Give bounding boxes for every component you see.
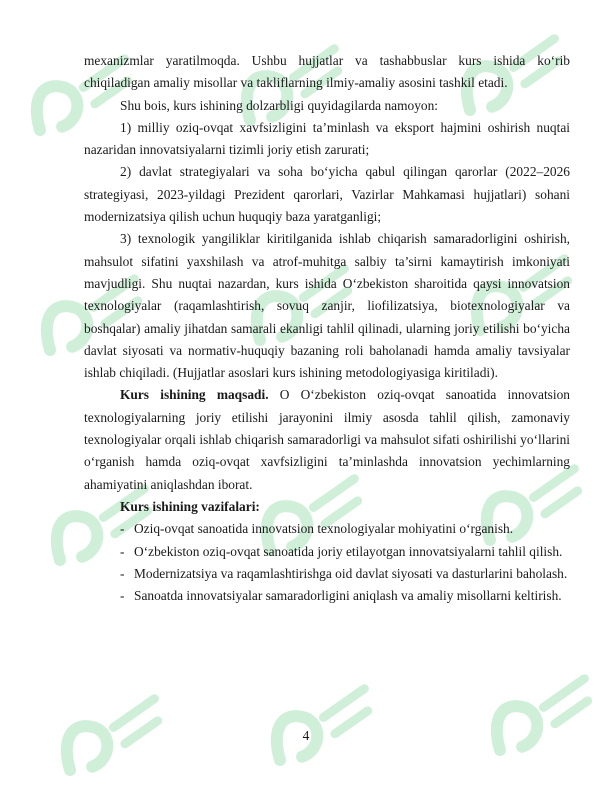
task-text: O‘zbekiston oziq-ovqat sanoatida joriy etilayotgan innovatsiyalarni tahlil qilish. [134,543,563,559]
paragraph-relevance-intro: Shu bois, kurs ishining dolzarbligi quyidagilarda namoyon: [120,97,438,113]
document-body [84,50,570,607]
paragraph-course-goal [84,384,570,495]
task-item-4 [84,585,570,607]
dash-marker: - [120,565,125,581]
paragraph-relevance-point-3: 3) texnologik yangiliklar kiritilganida ishlab chiqarish samaradorligini oshirish, mahsulot sifatini yaxshilash va atrof-muhitga salbiy ta’sirni kamaytirish imkoniyati mavjudligi. Shu nuqtai nazardan, kurs ishida O‘zbekiston sharoitida qaysi innovatsion texnologiyalar (raqamlashtirish, sovuq zanjir, liofilizatsiya, biotexnologiyalar va boshqalar) amaliy jihatdan samarali ekanligi tahlil qilinadi, ularning joriy etilishi bo‘yicha davlat siyosati va normativ-huquqiy bazaning roli baholanadi hamda amaliy tavsiyalar ishlab chiqiladi. (Hujjatlar asoslari kurs ishining metodologiyasiga kiritiladi). [84,231,570,381]
task-text: Sanoatda innovatsiyalar samaradorligini aniqlash va amaliy misollarni keltirish. [134,588,562,604]
dash-marker: - [120,543,125,559]
watermark-mark [483,662,597,759]
task-text: Oziq-ovqat sanoatida innovatsion texnologiyalar mohiyatini o‘rganish. [134,521,514,537]
task-item-2 [84,541,570,563]
task-text: Modernizatsiya va raqamlashtirishga oid davlat siyosati va dasturlarini baholash. [134,565,568,581]
task-item-3 [84,563,570,585]
tasks-heading: Kurs ishining vazifalari: [120,498,260,514]
dash-marker: - [120,588,125,604]
paragraph-relevance-point-2: 2) davlat strategiyalari va soha bo‘yicha qabul qilingan qarorlar (2022–2026 strategiyasi, 2023-yildagi Prezident qarorlari, Vazirlar Mahkamasi hujjatlari) sohani modernizatsiya qilish uchun huquqiy baza yaratganligi; [84,164,570,225]
watermark-mark [263,672,377,769]
dash-marker: - [120,521,125,537]
paragraph-relevance-point-1: 1) milliy oziq-ovqat xavfsizligini ta’minlash va eksport hajmini oshirish nuqtai nazaridan innovatsiyalarni tizimli joriy etish zarurati; [84,119,570,158]
task-item-1 [84,518,570,540]
goal-heading: Kurs ishining maqsadi. [120,387,269,403]
paragraph-continuation: mexanizmlar yaratilmoqda. Ushbu hujjatlar va tashabbuslar kurs ishida ko‘rib chiqiladigan amaliy misollar va takliflarning ilmiy-amaliy asosini tashkil etadi. [84,53,570,91]
paragraph-tasks-heading [84,496,570,518]
page-number: 4 [302,728,310,743]
goal-text: O O‘zbekiston oziq-ovqat sanoatida innovatsion texnologiyalarning joriy etilishi jarayonini ilmiy asosda tahlil qilish, zamonaviy texnologiyalar orqali ishlab chiqarish samaradorligi va mahsulot sifati oshirilishi yo‘llarini o‘rganish hamda oziq-ovqat xavfsizligini ta’minlashda innovatsion yechimlarning ahamiyatini aniqlashdan iborat. [84,387,570,492]
